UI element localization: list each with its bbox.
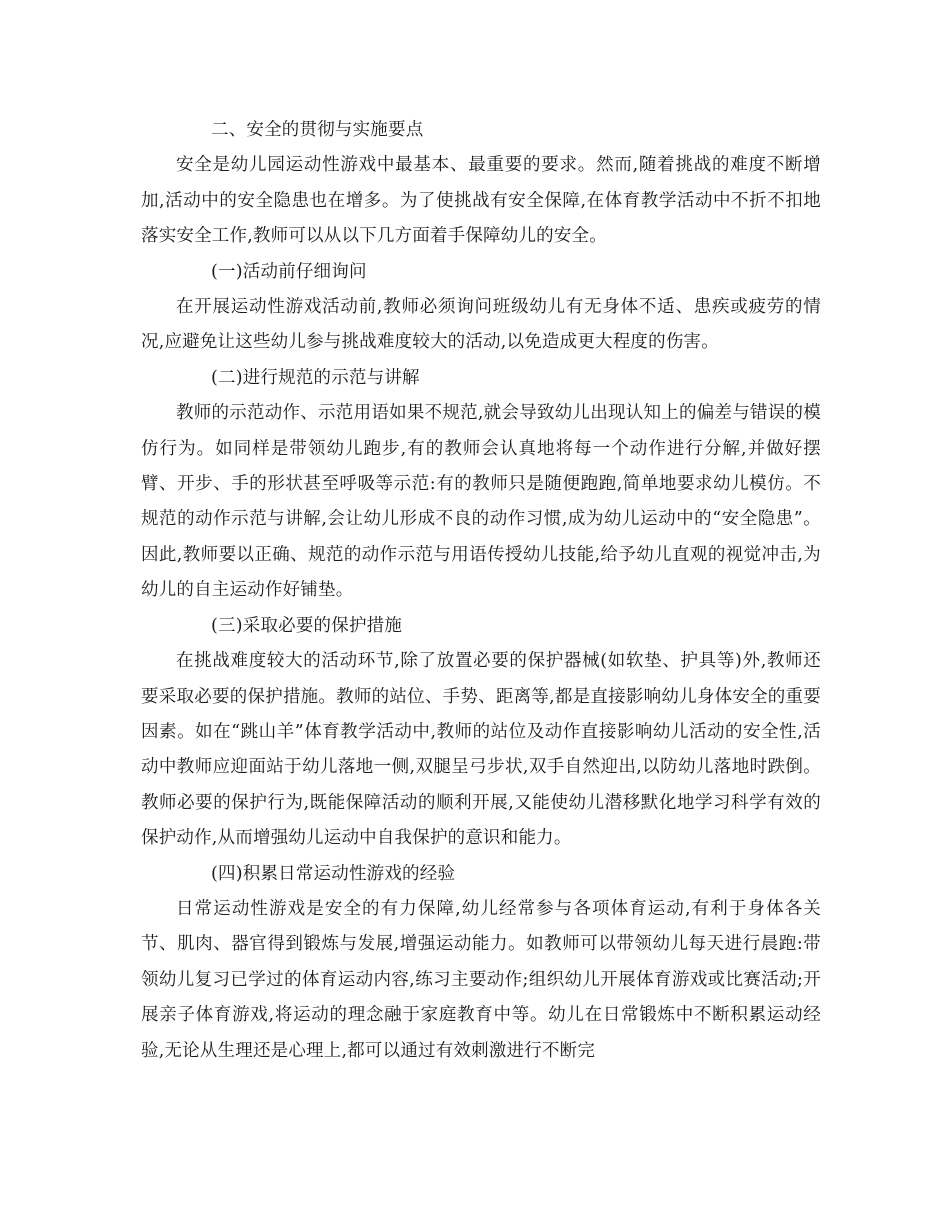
subheading-3: (三)采取必要的保护措施 bbox=[211, 615, 403, 636]
document-body bbox=[141, 113, 821, 1069]
paragraph-demonstration: 教师的示范动作、示范用语如果不规范,就会导致幼儿出现认知上的偏差与错误的模仿行为。如同样是带领幼儿跑步,有的教师会认真地将每一个动作进行分解,并做好摆臂、开步、手的形状甚至呼吸等示范:有的教师只是随便跑跑,简单地要求幼儿模仿。不规范的动作示范与讲解,会让幼儿形成不良的动作习惯,成为幼儿运动中的“安全隐患”。因此,教师要以正确、规范的动作示范与用语传授幼儿技能,给予幼儿直观的视觉冲击,为幼儿的自主运动作好铺垫。 bbox=[141, 403, 821, 601]
section-heading-2: 二、安全的贯彻与实施要点 bbox=[211, 120, 424, 140]
subheading-2: (二)进行规范的示范与讲解 bbox=[211, 367, 420, 388]
paragraph-protection: 在挑战难度较大的活动环节,除了放置必要的保护器械(如软垫、护具等)外,教师还要采取必要的保护措施。教师的站位、手势、距离等,都是直接影响幼儿身体安全的重要因素。如在“跳山羊”体育教学活动中,教师的站位及动作直接影响幼儿活动的安全性,活动中教师应迎面站于幼儿落地一侧,双腿呈弓步状,双手自然迎出,以防幼儿落地时跌倒。教师必要的保护行为,既能保障活动的顺利开展,又能使幼儿潜移默化地学习科学有效的保护动作,从而增强幼儿运动中自我保护的意识和能力。 bbox=[141, 651, 821, 849]
paragraph-experience: 日常运动性游戏是安全的有力保障,幼儿经常参与各项体育运动,有利于身体各关节、肌肉、器官得到锻炼与发展,增强运动能力。如教师可以带领幼儿每天进行晨跑:带领幼儿复习已学过的体育运动内容,练习主要动作;组织幼儿开展体育游戏或比赛活动;开展亲子体育游戏,将运动的理念融于家庭教育中等。幼儿在日常锻炼中不断积累运动经验,无论从生理还是心理上,都可以通过有效刺激进行不断完 bbox=[141, 898, 821, 1061]
paragraph-inquiry: 在开展运动性游戏活动前,教师必须询问班级幼儿有无身体不适、患疾或疲劳的情况,应避免让这些幼儿参与挑战难度较大的活动,以免造成更大程度的伤害。 bbox=[141, 297, 821, 353]
subheading-1: (一)活动前仔细询问 bbox=[211, 261, 367, 282]
subheading-4: (四)积累日常运动性游戏的经验 bbox=[211, 863, 456, 884]
paragraph-safety-intro: 安全是幼儿园运动性游戏中最基本、最重要的要求。然而,随着挑战的难度不断增加,活动中的安全隐患也在增多。为了使挑战有安全保障,在体育教学活动中不折不扣地落实安全工作,教师可以从以下几方面着手保障幼儿的安全。 bbox=[141, 155, 821, 247]
